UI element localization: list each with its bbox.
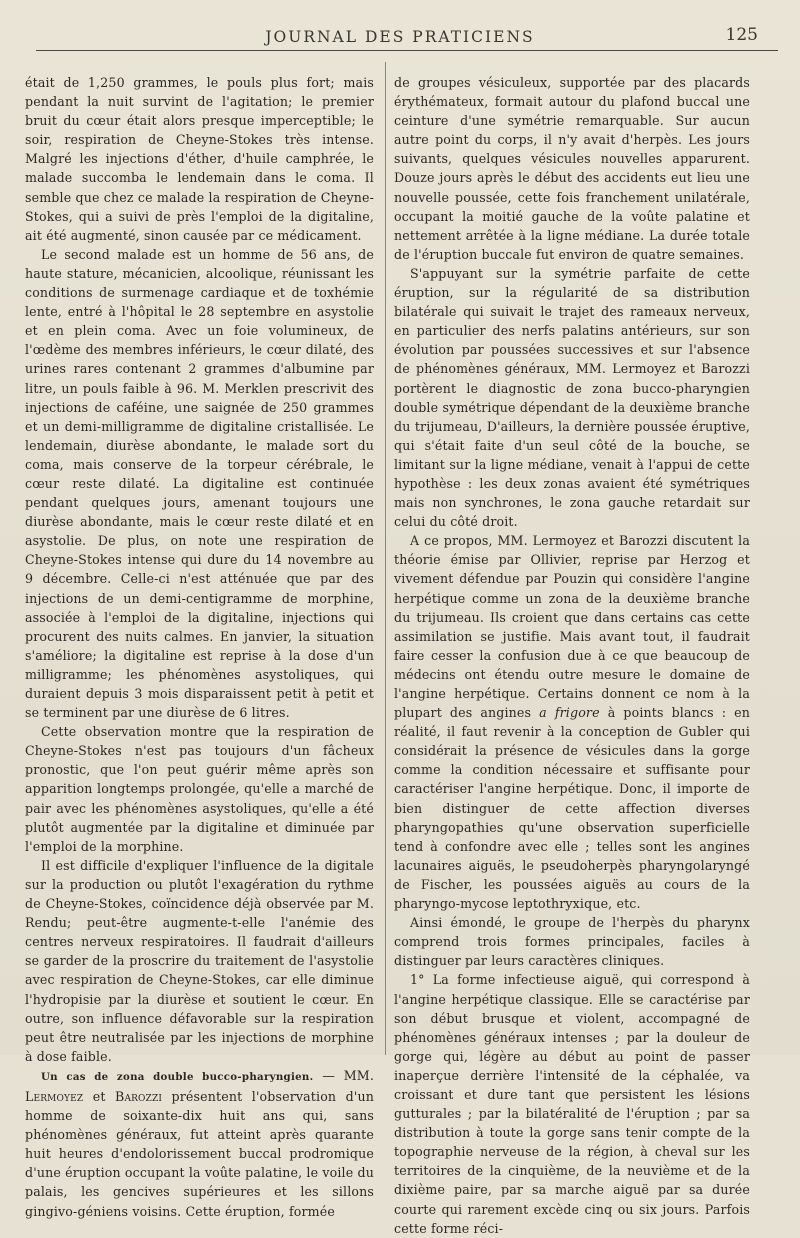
- section-lead-dash: — MM.: [313, 1067, 374, 1083]
- right-paragraph-5: 1° La forme infectieuse aiguë, qui correspond à l'angine herpétique classique. Elle se caractérise par son début brusque et violent, accompagné de phénomènes généraux intenses ; par la douleur de gorge qui, légère au début au point de passer inaperçue derrière l'intensité de la céphalée, va croissant et dure tant que persistent les lésions gutturales ; par la bilatéralité de l'éruption ; par sa distribution à toute la gorge sans tenir compte de la topographie nerveuse de la région, à cheval sur les territoires de la cinquième, de la neuvième et de la dixième paire, par sa marche aiguë par sa durée courte qui rarement excède cinq ou six jours. Parfois cette forme réci-: [394, 972, 750, 1236]
- left-paragraph-5: [25, 1066, 374, 1221]
- header-rule: [36, 50, 778, 51]
- left-paragraph-2: Le second malade est un homme de 56 ans, de haute stature, mécanicien, alcoolique, réunissant les conditions de surmenage cardiaque et de toxhémie lente, entré à l'hôpital le 28 septembre en asystolie et en plein coma. Avec un foie volumineux, de l'œdème des membres inférieurs, le cœur dilaté, des urines rares contenant 2 grammes d'albumine par litre, un pouls faible à 96. M. Merklen prescrivit des injections de caféine, une saignée de 250 grammes et un demi-milligramme de digitaline cristallisée. Le lendemain, diurèse abondante, le malade sort du coma, mais conserve de la torpeur cérébrale, le cœur reste dilaté. La digitaline est continuée pendant quelques jours, amenant toujours une diurèse abondante, mais le cœur reste dilaté et en asystolie. De plus, on note une respiration de Cheyne-Stokes intense qui dure du 14 novembre au 9 décembre. Celle-ci n'est atténuée que par des injections de un demi-centigramme de morphine, associée à l'emploi de la digitaline, injections qui procurent des nuits calmes. En janvier, la situation s'améliore; la digitaline est reprise à la dose d'un milligramme; les phénomènes asystoliques, qui duraient depuis 3 mois disparaissent petit à petit et se terminent par une diurèse de 6 litres.: [25, 246, 374, 721]
- page-number: 125: [725, 25, 758, 45]
- author-conjunction: et: [83, 1088, 116, 1104]
- right-paragraph-1: de groupes vésiculeux, supportée par des placards érythémateux, formait autour du plafond buccal une ceinture d'une symétrie remarquable. Sur aucun autre point du corps, il n'y avait d'herpès. Les jours suivants, quelques vésicules nouvelles apparurent. Douze jours après le début des accidents eut lieu une nouvelle poussée, cette fois franchement unilatérale, occupant la moitié gauche de la voûte palatine et nettement arrêtée à la ligne médiane. La durée totale de l'éruption buccale fut environ de quatre semaines.: [394, 75, 750, 262]
- author-name-lermoyez: Lermoyez: [25, 1088, 84, 1104]
- right-paragraph-3: [394, 531, 750, 913]
- column-divider: [385, 62, 386, 1055]
- right-paragraph-2: S'appuyant sur la symétrie parfaite de cette éruption, sur la régularité de sa distribution bilatérale qui suivait le trajet des rameaux nerveux, en particulier des nerfs palatins antérieurs, sur son évolution par poussées successives et sur l'absence de phénomènes généraux, MM. Lermoyez et Barozzi portèrent le diagnostic de zona bucco-pharyngien double symétrique dépendant de la deuxième branche du trijumeau, D'ailleurs, la dernière poussée éruptive, qui s'était faite d'un seul côté de la bouche, se limitant sur la ligne médiane, venait à l'appui de cette hypothèse : les deux zonas avaient été symétriques mais non synchrones, le zona gauche retardait sur celui du côté droit.: [394, 265, 750, 530]
- right-column: [394, 73, 751, 1236]
- left-paragraph-1: était de 1,250 grammes, le pouls plus fort; mais pendant la nuit survint de l'agitation; le premier bruit du cœur était alors presque imperceptible; le soir, respiration de Cheyne-Stokes très intense. Malgré les injections d'éther, d'huile camphrée, le malade succomba le lendemain dans le coma. Il semble que chez ce malade la respiration de Cheyne-Stokes, qui a suivi de près l'emploi de la digitaline, ait été augmenté, sinon causée par ce médicament.: [25, 75, 374, 243]
- page-header: [24, 20, 776, 50]
- left-column: [25, 73, 375, 1219]
- section-body-text: présentent l'observation d'un homme de soixante-dix huit ans qui, sans phénomènes généraux, fut atteint après quarante huit heures d'endolorissement buccal prodromique d'une éruption occupant la voûte palatine, le voile du palais, les gencives supérieures et les sillons gingivo-géniens voisins. Cette éruption, formée: [25, 1088, 375, 1219]
- author-name-barozzi: Barozzi: [115, 1088, 163, 1104]
- running-title: JOURNAL DES PRATICIENS: [265, 28, 535, 46]
- italic-a-frigore: a frigore: [539, 705, 600, 721]
- right-paragraph-3-part-2: à points blancs : en réalité, il faut revenir à la conception de Gubler qui considérait la présence de vésicules dans la gorge comme la condition nécessaire et suffisante pour caractériser l'angine herpétique. Donc, il importe de bien distinguer de cette affection diverses pharyngopathies qu'une observation superficielle tend à confondre avec elle ; telles sont les angines lacunaires aiguës, le pseudoherpès pharyngolaryngé de Fischer, les poussées aiguës au cours de la pharyngo-mycose leptothryxique, etc.: [394, 705, 751, 912]
- left-paragraph-3: Cette observation montre que la respiration de Cheyne-Stokes n'est pas toujours d'un fâcheux pronostic, que l'on peut guérir même après son apparition longtemps prolongée, qu'elle a marché de pair avec les phénomènes asystoliques, qu'elle a été plutôt augmentée par la digitaline et diminuée par l'emploi de la morphine.: [25, 724, 374, 854]
- section-lead-title: Un cas de zona double bucco-pharyngien.: [41, 1070, 314, 1083]
- left-paragraph-4: Il est difficile d'expliquer l'influence de la digitale sur la production ou plutôt l'exagération du rythme de Cheyne-Stokes, coïncidence déjà observée par M. Rendu; peut-être augmente-t-elle l'anémie des centres nerveux respiratoires. Il faudrait d'ailleurs se garder de la proscrire du traitement de l'asystolie avec respiration de Cheyne-Stokes, car elle diminue l'hydropisie par la diurèse et soutient le cœur. En outre, son influence défavorable sur la respiration peut être neutralisée par les injections de morphine à dose faible.: [25, 857, 374, 1064]
- right-paragraph-4: Ainsi émondé, le groupe de l'herpès du pharynx comprend trois formes principales, faciles à distinguer par leurs caractères cliniques.: [394, 915, 750, 969]
- right-paragraph-3-part-1: A ce propos, MM. Lermoyez et Barozzi discutent la théorie émise par Ollivier, reprise par Herzog et vivement défendue par Pouzin qui considère l'angine herpétique comme un zona de la deuxième branche du trijumeau. Ils croient que dans certains cas cette assimilation se justifie. Mais avant tout, il faudrait faire cesser la confusion due à ce que beaucoup de médecins ont étendu outre mesure le domaine de l'angine herpétique. Certains donnent ce nom à la plupart des angines: [394, 533, 750, 721]
